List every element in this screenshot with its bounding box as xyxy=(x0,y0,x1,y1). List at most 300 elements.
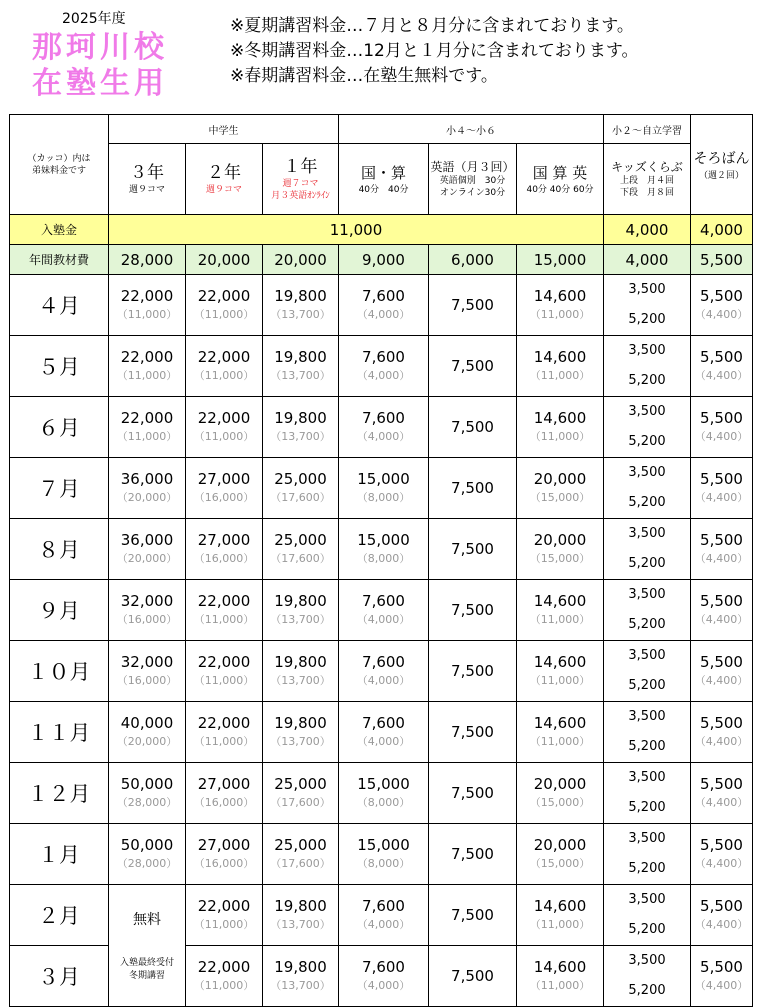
free-note-2: 冬期講習 xyxy=(128,970,165,981)
month-cell xyxy=(10,275,109,336)
kids-fee-8: 5,200 xyxy=(628,556,666,571)
entrance-fee-soroban: 4,000 xyxy=(691,215,753,245)
soroban-fee-sibling-value: （4,400） xyxy=(694,369,749,382)
grade1-fee-cell xyxy=(263,763,339,824)
grade3-fee-value: 36,000 xyxy=(120,531,174,549)
col-grade2-name: ２年 xyxy=(207,163,241,183)
month-label: ４月 xyxy=(38,294,80,318)
month-label: ３月 xyxy=(38,965,80,989)
kids-fee-4: 3,500 xyxy=(628,892,666,907)
soroban-fee-value: 5,500 xyxy=(700,958,743,976)
soroban-fee-sibling-value: （4,400） xyxy=(694,491,749,504)
header-row-columns xyxy=(10,144,753,215)
soroban-fee-value: 5,500 xyxy=(700,409,743,427)
grade2-fee-sibling-value: （11,000） xyxy=(193,369,255,382)
soroban-fee-cell xyxy=(691,275,753,336)
kokusan-fee-sibling-value: （8,000） xyxy=(356,491,411,504)
soroban-fee-cell xyxy=(691,336,753,397)
grade3-fee-sibling-value: （28,000） xyxy=(116,796,178,809)
col-kokusanei-sub: 40分 40分 60分 xyxy=(526,185,594,195)
kokusan-fee-sibling-value: （4,000） xyxy=(356,735,411,748)
kokusanei-fee-cell xyxy=(517,458,604,519)
soroban-fee-cell xyxy=(691,641,753,702)
month-row xyxy=(10,397,753,458)
kids-fee-4: 3,500 xyxy=(628,770,666,785)
col-grade1-sub1: 週７コマ xyxy=(282,179,319,189)
month-label: １２月 xyxy=(27,782,91,806)
kokusanei-fee-sibling-value: （11,000） xyxy=(529,735,591,748)
english-fee-value: 7,500 xyxy=(451,357,494,375)
soroban-fee-value: 5,500 xyxy=(700,653,743,671)
soroban-fee-cell xyxy=(691,946,753,1007)
english-fee-value: 7,500 xyxy=(451,845,494,863)
month-label: １１月 xyxy=(27,721,91,745)
soroban-fee-value: 5,500 xyxy=(700,775,743,793)
english-fee-cell xyxy=(429,275,517,336)
soroban-fee-value: 5,500 xyxy=(700,348,743,366)
kokusanei-fee-cell xyxy=(517,885,604,946)
col-kokusan xyxy=(339,144,429,215)
english-fee-value: 7,500 xyxy=(451,479,494,497)
kids-fee-cell xyxy=(604,519,691,580)
grade1-fee-sibling-value: （13,700） xyxy=(270,735,331,748)
kokusanei-fee-value: 14,600 xyxy=(533,897,587,915)
english-fee-cell xyxy=(429,946,517,1007)
grade3-fee-cell xyxy=(109,763,186,824)
grade3-free-cell xyxy=(109,885,186,1007)
soroban-fee-value: 5,500 xyxy=(700,287,743,305)
kokusanei-fee-cell xyxy=(517,946,604,1007)
kokusanei-fee-value: 14,600 xyxy=(533,714,587,732)
grade1-fee-cell xyxy=(263,397,339,458)
soroban-fee-value: 5,500 xyxy=(700,714,743,732)
kokusanei-fee-sibling-value: （15,000） xyxy=(529,796,591,809)
grade2-fee-sibling-value: （16,000） xyxy=(193,491,255,504)
kokusanei-fee-sibling-value: （11,000） xyxy=(529,308,591,321)
kokusan-fee-cell xyxy=(339,275,429,336)
kokusan-fee-value: 7,600 xyxy=(362,592,405,610)
grade2-fee-value: 22,000 xyxy=(197,409,251,427)
grade2-fee-sibling-value: （16,000） xyxy=(193,796,255,809)
grade3-fee-value: 50,000 xyxy=(120,836,174,854)
grade3-fee-sibling-value: （20,000） xyxy=(116,735,178,748)
grade2-fee-value: 22,000 xyxy=(197,592,251,610)
grade1-fee-cell xyxy=(263,275,339,336)
kokusan-fee-cell xyxy=(339,885,429,946)
english-fee-value: 7,500 xyxy=(451,296,494,314)
kokusan-fee-cell xyxy=(339,397,429,458)
grade1-fee-sibling-value: （13,700） xyxy=(270,613,331,626)
grade2-fee-cell xyxy=(186,946,263,1007)
grade1-fee-value: 25,000 xyxy=(274,531,327,549)
kokusan-fee-value: 15,000 xyxy=(357,775,410,793)
month-row xyxy=(10,763,753,824)
english-fee-value: 7,500 xyxy=(451,906,494,924)
grade2-fee-value: 27,000 xyxy=(197,775,251,793)
grade2-fee-sibling-value: （11,000） xyxy=(193,918,255,931)
grade3-fee-sibling-value: （11,000） xyxy=(116,430,178,443)
kids-fee-4: 3,500 xyxy=(628,343,666,358)
kids-fee-cell xyxy=(604,946,691,1007)
grade1-fee-value: 19,800 xyxy=(274,592,327,610)
kokusan-fee-sibling-value: （4,000） xyxy=(356,369,411,382)
grade2-fee-cell xyxy=(186,580,263,641)
grade1-fee-value: 25,000 xyxy=(274,470,327,488)
school-name-line1: 那珂川校 xyxy=(32,30,168,65)
kokusanei-fee-sibling-value: （11,000） xyxy=(529,430,591,443)
grade3-fee-cell xyxy=(109,824,186,885)
month-cell xyxy=(10,458,109,519)
english-fee-value: 7,500 xyxy=(451,723,494,741)
grade3-fee-cell xyxy=(109,275,186,336)
month-label: １０月 xyxy=(27,660,91,684)
entrance-fee-main: 11,000 xyxy=(109,215,604,245)
kids-fee-cell xyxy=(604,458,691,519)
col-grade3-sub: 週９コマ xyxy=(128,185,165,195)
english-fee-value: 7,500 xyxy=(451,967,494,985)
month-row xyxy=(10,275,753,336)
kids-fee-cell xyxy=(604,763,691,824)
col-soroban xyxy=(691,115,753,215)
materials-fee-cell: 6,000 xyxy=(429,245,517,275)
grade2-fee-value: 27,000 xyxy=(197,836,251,854)
col-kokusanei-name: 国 算 英 xyxy=(532,164,588,182)
month-label: １月 xyxy=(38,843,80,867)
kokusanei-fee-sibling-value: （11,000） xyxy=(529,369,591,382)
kids-fee-4: 3,500 xyxy=(628,587,666,602)
english-fee-cell xyxy=(429,580,517,641)
grade2-fee-value: 22,000 xyxy=(197,897,251,915)
kokusanei-fee-value: 20,000 xyxy=(533,531,587,549)
month-label: ５月 xyxy=(38,355,80,379)
grade3-fee-cell xyxy=(109,336,186,397)
english-fee-cell xyxy=(429,458,517,519)
kokusanei-fee-sibling-value: （11,000） xyxy=(529,979,591,992)
grade3-fee-value: 22,000 xyxy=(120,287,174,305)
entrance-fee-row xyxy=(10,215,753,245)
grade2-fee-cell xyxy=(186,763,263,824)
kids-fee-cell xyxy=(604,702,691,763)
kokusan-fee-value: 15,000 xyxy=(357,470,410,488)
kokusanei-fee-sibling-value: （15,000） xyxy=(529,491,591,504)
grade2-fee-sibling-value: （11,000） xyxy=(193,430,255,443)
month-row xyxy=(10,580,753,641)
month-row xyxy=(10,641,753,702)
month-row xyxy=(10,458,753,519)
grade1-fee-sibling-value: （13,700） xyxy=(270,308,331,321)
corner-note-1: （カッコ）内は xyxy=(27,153,91,164)
corner-note-2: 弟妹料金です xyxy=(31,165,86,176)
kokusan-fee-cell xyxy=(339,519,429,580)
english-fee-cell xyxy=(429,824,517,885)
materials-fee-cell: 5,500 xyxy=(691,245,753,275)
monthly-fee-rows xyxy=(10,275,753,1007)
month-label: ８月 xyxy=(38,538,80,562)
soroban-fee-sibling-value: （4,400） xyxy=(694,979,749,992)
soroban-fee-value: 5,500 xyxy=(700,470,743,488)
kokusan-fee-sibling-value: （4,000） xyxy=(356,308,411,321)
kokusanei-fee-cell xyxy=(517,336,604,397)
grade3-fee-value: 32,000 xyxy=(120,592,174,610)
month-label: ６月 xyxy=(38,416,80,440)
kids-fee-cell xyxy=(604,580,691,641)
kids-fee-4: 3,500 xyxy=(628,404,666,419)
grade1-fee-cell xyxy=(263,824,339,885)
grade3-fee-value: 32,000 xyxy=(120,653,174,671)
col-kokusanei xyxy=(517,144,604,215)
group-elem-2-self: 小２～自立学習 xyxy=(604,115,691,144)
grade2-fee-cell xyxy=(186,275,263,336)
grade2-fee-value: 22,000 xyxy=(197,653,251,671)
english-fee-cell xyxy=(429,336,517,397)
col-english xyxy=(429,144,517,215)
soroban-fee-value: 5,500 xyxy=(700,592,743,610)
kokusanei-fee-value: 14,600 xyxy=(533,653,587,671)
header-row-groups xyxy=(10,115,753,144)
month-label: ７月 xyxy=(38,477,80,501)
col-english-name: 英語（月３回） xyxy=(430,160,515,174)
kokusanei-fee-value: 20,000 xyxy=(533,836,587,854)
entrance-fee-label: 入塾金 xyxy=(10,215,109,245)
grade2-fee-value: 22,000 xyxy=(197,958,251,976)
soroban-fee-sibling-value: （4,400） xyxy=(694,918,749,931)
month-row xyxy=(10,702,753,763)
english-fee-cell xyxy=(429,885,517,946)
kids-fee-8: 5,200 xyxy=(628,922,666,937)
kokusan-fee-sibling-value: （4,000） xyxy=(356,918,411,931)
kokusan-fee-value: 7,600 xyxy=(362,348,405,366)
grade2-fee-cell xyxy=(186,702,263,763)
kids-fee-8: 5,200 xyxy=(628,495,666,510)
kokusan-fee-cell xyxy=(339,641,429,702)
kids-fee-cell xyxy=(604,397,691,458)
soroban-fee-cell xyxy=(691,519,753,580)
entrance-fee-kids: 4,000 xyxy=(604,215,691,245)
kokusanei-fee-value: 14,600 xyxy=(533,958,587,976)
grade1-fee-value: 19,800 xyxy=(274,897,327,915)
english-fee-value: 7,500 xyxy=(451,418,494,436)
kokusan-fee-value: 15,000 xyxy=(357,531,410,549)
kokusanei-fee-value: 14,600 xyxy=(533,592,587,610)
soroban-fee-cell xyxy=(691,458,753,519)
soroban-fee-cell xyxy=(691,702,753,763)
school-name xyxy=(32,30,168,102)
kids-fee-8: 5,200 xyxy=(628,312,666,327)
grade3-fee-sibling-value: （28,000） xyxy=(116,857,178,870)
materials-fee-cell: 20,000 xyxy=(263,245,339,275)
grade2-fee-cell xyxy=(186,824,263,885)
kokusanei-fee-cell xyxy=(517,397,604,458)
grade2-fee-sibling-value: （11,000） xyxy=(193,735,255,748)
kokusanei-fee-value: 20,000 xyxy=(533,775,587,793)
fee-table xyxy=(9,114,753,1007)
grade2-fee-value: 22,000 xyxy=(197,287,251,305)
kids-fee-4: 3,500 xyxy=(628,953,666,968)
col-grade1-name: １年 xyxy=(283,157,318,177)
kids-fee-cell xyxy=(604,336,691,397)
kids-fee-4: 3,500 xyxy=(628,831,666,846)
grade1-fee-cell xyxy=(263,458,339,519)
grade1-fee-value: 19,800 xyxy=(274,409,327,427)
soroban-fee-cell xyxy=(691,824,753,885)
grade1-fee-cell xyxy=(263,946,339,1007)
kokusanei-fee-cell xyxy=(517,702,604,763)
grade1-fee-cell xyxy=(263,885,339,946)
grade2-fee-cell xyxy=(186,458,263,519)
grade3-fee-sibling-value: （11,000） xyxy=(116,369,178,382)
kokusanei-fee-cell xyxy=(517,275,604,336)
grade1-fee-cell xyxy=(263,702,339,763)
kokusanei-fee-sibling-value: （11,000） xyxy=(529,613,591,626)
month-label: ９月 xyxy=(38,599,80,623)
note-summer: ※夏期講習料金…７月と８月分に含まれております。 xyxy=(230,16,634,36)
soroban-fee-sibling-value: （4,400） xyxy=(694,552,749,565)
month-row xyxy=(10,519,753,580)
soroban-fee-sibling-value: （4,400） xyxy=(694,613,749,626)
kokusanei-fee-cell xyxy=(517,824,604,885)
kokusan-fee-sibling-value: （8,000） xyxy=(356,552,411,565)
english-fee-cell xyxy=(429,397,517,458)
kids-fee-8: 5,200 xyxy=(628,861,666,876)
grade1-fee-sibling-value: （17,600） xyxy=(270,552,331,565)
col-grade1 xyxy=(263,144,339,215)
kids-fee-cell xyxy=(604,641,691,702)
col-soroban-name: そろばん xyxy=(693,150,750,167)
kokusanei-fee-cell xyxy=(517,580,604,641)
grade1-fee-sibling-value: （13,700） xyxy=(270,979,331,992)
grade2-fee-sibling-value: （11,000） xyxy=(193,308,255,321)
grade3-fee-value: 40,000 xyxy=(120,714,174,732)
english-fee-cell xyxy=(429,702,517,763)
grade3-fee-sibling-value: （20,000） xyxy=(116,491,178,504)
grade3-fee-value: 36,000 xyxy=(120,470,174,488)
grade1-fee-sibling-value: （13,700） xyxy=(270,430,331,443)
kids-fee-8: 5,200 xyxy=(628,434,666,449)
kokusanei-fee-cell xyxy=(517,763,604,824)
kokusanei-fee-sibling-value: （11,000） xyxy=(529,918,591,931)
kids-fee-8: 5,200 xyxy=(628,617,666,632)
english-fee-value: 7,500 xyxy=(451,601,494,619)
month-cell xyxy=(10,885,109,946)
grade1-fee-cell xyxy=(263,641,339,702)
month-cell xyxy=(10,763,109,824)
col-kokusan-sub: 40分 40分 xyxy=(358,185,409,195)
month-cell xyxy=(10,702,109,763)
grade1-fee-cell xyxy=(263,519,339,580)
kids-fee-4: 3,500 xyxy=(628,282,666,297)
free-label: 無料 xyxy=(133,911,161,928)
kokusan-fee-value: 7,600 xyxy=(362,958,405,976)
grade1-fee-value: 19,800 xyxy=(274,287,327,305)
grade1-fee-sibling-value: （17,600） xyxy=(270,491,331,504)
group-middle-school: 中学生 xyxy=(109,115,339,144)
month-row xyxy=(10,824,753,885)
grade3-fee-value: 50,000 xyxy=(120,775,174,793)
kids-fee-4: 3,500 xyxy=(628,648,666,663)
kokusanei-fee-value: 20,000 xyxy=(533,470,587,488)
grade1-fee-value: 19,800 xyxy=(274,958,327,976)
kokusan-fee-sibling-value: （4,000） xyxy=(356,979,411,992)
kokusan-fee-cell xyxy=(339,946,429,1007)
kokusan-fee-sibling-value: （4,000） xyxy=(356,430,411,443)
materials-fee-cell: 20,000 xyxy=(186,245,263,275)
note-spring: ※春期講習料金…在塾生無料です。 xyxy=(230,66,498,86)
soroban-fee-sibling-value: （4,400） xyxy=(694,430,749,443)
grade2-fee-cell xyxy=(186,336,263,397)
kokusanei-fee-sibling-value: （11,000） xyxy=(529,674,591,687)
grade2-fee-sibling-value: （11,000） xyxy=(193,674,255,687)
kids-fee-4: 3,500 xyxy=(628,526,666,541)
note-winter: ※冬期講習料金…12月と１月分に含まれております。 xyxy=(230,41,639,61)
grade2-fee-sibling-value: （16,000） xyxy=(193,552,255,565)
col-grade2-sub: 週９コマ xyxy=(205,185,242,195)
free-note-1: 入塾最終受付 xyxy=(119,957,174,968)
soroban-fee-sibling-value: （4,400） xyxy=(694,674,749,687)
month-row xyxy=(10,885,753,946)
kids-fee-8: 5,200 xyxy=(628,800,666,815)
month-row xyxy=(10,336,753,397)
materials-fee-cell: 9,000 xyxy=(339,245,429,275)
english-fee-value: 7,500 xyxy=(451,662,494,680)
english-fee-value: 7,500 xyxy=(451,784,494,802)
grade1-fee-sibling-value: （17,600） xyxy=(270,857,331,870)
soroban-fee-value: 5,500 xyxy=(700,836,743,854)
soroban-fee-value: 5,500 xyxy=(700,897,743,915)
kids-fee-8: 5,200 xyxy=(628,373,666,388)
english-fee-value: 7,500 xyxy=(451,540,494,558)
kokusan-fee-cell xyxy=(339,336,429,397)
col-grade3-name: ３年 xyxy=(130,163,164,183)
kokusan-fee-cell xyxy=(339,702,429,763)
grade3-fee-cell xyxy=(109,519,186,580)
month-label: ２月 xyxy=(38,904,80,928)
materials-fee-label: 年間教材費 xyxy=(10,245,109,275)
kids-fee-4: 3,500 xyxy=(628,465,666,480)
corner-note-cell xyxy=(10,115,109,215)
grade2-fee-value: 22,000 xyxy=(197,714,251,732)
grade1-fee-value: 19,800 xyxy=(274,348,327,366)
col-english-sub1: 英語個別 30分 xyxy=(439,176,506,186)
grade2-fee-value: 27,000 xyxy=(197,470,251,488)
grade1-fee-sibling-value: （13,700） xyxy=(270,369,331,382)
materials-fee-cell: 28,000 xyxy=(109,245,186,275)
kokusan-fee-value: 7,600 xyxy=(362,653,405,671)
grade3-fee-cell xyxy=(109,641,186,702)
kokusan-fee-value: 7,600 xyxy=(362,897,405,915)
soroban-fee-cell xyxy=(691,763,753,824)
col-kids-name: キッズくらぶ xyxy=(611,160,683,174)
grade2-fee-sibling-value: （16,000） xyxy=(193,857,255,870)
kids-fee-8: 5,200 xyxy=(628,739,666,754)
kids-fee-cell xyxy=(604,824,691,885)
grade3-fee-cell xyxy=(109,458,186,519)
kokusan-fee-cell xyxy=(339,580,429,641)
kokusan-fee-sibling-value: （4,000） xyxy=(356,613,411,626)
soroban-fee-sibling-value: （4,400） xyxy=(694,735,749,748)
grade2-fee-cell xyxy=(186,641,263,702)
grade3-fee-sibling-value: （20,000） xyxy=(116,552,178,565)
english-fee-cell xyxy=(429,641,517,702)
kokusan-fee-sibling-value: （8,000） xyxy=(356,796,411,809)
kids-fee-cell xyxy=(604,885,691,946)
month-cell xyxy=(10,336,109,397)
soroban-fee-sibling-value: （4,400） xyxy=(694,796,749,809)
grade3-fee-cell xyxy=(109,397,186,458)
kokusan-fee-value: 7,600 xyxy=(362,714,405,732)
grade2-fee-value: 22,000 xyxy=(197,348,251,366)
month-cell xyxy=(10,641,109,702)
soroban-fee-sibling-value: （4,400） xyxy=(694,857,749,870)
